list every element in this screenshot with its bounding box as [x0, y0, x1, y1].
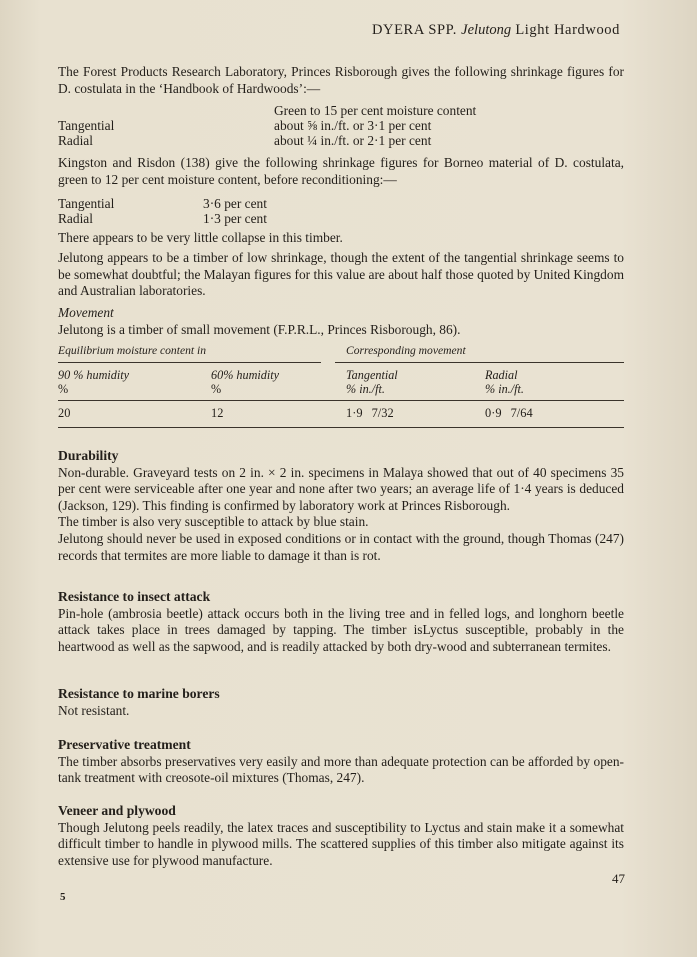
cell-radial: 0·9 7/64 [485, 406, 533, 420]
col-header-radial [485, 368, 524, 396]
table-rule-bottom [58, 427, 624, 428]
durability-section [58, 448, 624, 564]
durability-paragraph-1: Non-durable. Graveyard tests on 2 in. × 2 in. specimens in Malaya showed that out of 40 specimens 35 per cent were serviceable after one year and none after two years; an average life of 1·4 years is deduced (Jackson, 129). This finding is confirmed by laboratory work at Princes Risborough. [58, 464, 624, 513]
insect-section [58, 589, 624, 655]
borneo-radial-value: 1·3 per cent [203, 211, 267, 226]
shrinkage-intro [58, 64, 624, 97]
frpl-tangential-label: Tangential [58, 118, 115, 133]
table-rule-right [335, 362, 624, 363]
veneer-paragraph: Though Jelutong peels readily, the latex traces and susceptibility to Lyctus and stain make it a somewhat difficult timber to handle in plywood mills. The scattered supplies of this timber also mitigate against its extensive use for plywood manufacture. [58, 819, 624, 868]
preservative-heading: Preservative treatment [58, 737, 191, 752]
col-header-60 [211, 368, 279, 396]
insect-heading: Resistance to insect attack [58, 589, 211, 604]
preservative-section [58, 737, 624, 787]
col-header-radial-unit: % in./ft. [485, 382, 524, 396]
intro-paragraph: The Forest Products Research Laboratory, Princes Risborough gives the following shrinkage figures for D. costulata in the ‘Handbook of Hardwoods’:— [58, 64, 624, 96]
frpl-condition: Green to 15 per cent moisture content [274, 103, 477, 118]
kingston-paragraph-block [58, 155, 624, 188]
collapse-paragraph: There appears to be very little collapse in this timber. [58, 230, 343, 245]
durability-heading: Durability [58, 448, 119, 463]
kingston-paragraph: Kingston and Risdon (138) give the following shrinkage figures for Borneo material of D. costulata, green to 12 per cent moisture content, before reconditioning:— [58, 155, 624, 187]
col-header-90-label: 90 % humidity [58, 368, 130, 382]
movement-table-right-title: Corresponding movement [346, 344, 466, 357]
borneo-shrinkage-table [58, 196, 624, 226]
cell-tangential: 1·9 7/32 [346, 406, 394, 420]
marine-heading: Resistance to marine borers [58, 686, 220, 701]
collapse-block [58, 230, 624, 247]
borneo-tangential-label: Tangential [58, 196, 115, 211]
col-header-60-label: 60% humidity [211, 368, 280, 382]
running-header [372, 22, 620, 39]
insect-paragraph: Pin-hole (ambrosia beetle) attack occurs both in the living tree and in felled logs, and longhorn beetle attack takes place in trees damaged by tapping. The timber isLyctus susceptible, probably in the heartwood as well as the sapwood, and is readily attacked by both dry-wood and subterranean termites. [58, 605, 624, 654]
movement-paragraph: Jelutong is a timber of small movement (F.P.R.L., Princes Risborough, 86). [58, 321, 461, 337]
col-header-tangential-label: Tangential [346, 368, 398, 382]
col-header-90-unit: % [58, 382, 69, 396]
durability-paragraph-2: The timber is also very susceptible to attack by blue stain. [58, 514, 369, 530]
table-rule-mid [58, 400, 624, 401]
low-shrinkage-paragraph: Jelutong appears to be a timber of low shrinkage, though the extent of the tangential shrinkage seems to be somewhat doubtful; the Malayan figures for this value are about half those quoted by United Kingdom and Australian laboratories. [58, 250, 624, 299]
frpl-radial-label: Radial [58, 133, 93, 148]
veneer-section [58, 803, 624, 869]
col-header-90 [58, 368, 129, 396]
borneo-tangential-value: 3·6 per cent [203, 196, 267, 211]
cell-60: 12 [211, 406, 224, 420]
col-header-radial-label: Radial [485, 368, 518, 382]
marine-paragraph: Not resistant. [58, 702, 130, 718]
durability-paragraph-3: Jelutong should never be used in exposed conditions or in contact with the ground, though Thomas (247) records that termites are more liable to damage it than is rot. [58, 530, 624, 563]
header-genus: DYERA SPP. [371, 22, 457, 38]
signature-mark: 5 [60, 891, 66, 903]
header-category: Light Hardwood [515, 22, 620, 38]
low-shrinkage-block [58, 250, 624, 300]
table-rule-left [58, 362, 321, 363]
frpl-shrinkage-table [58, 103, 624, 148]
movement-table-left-title: Equilibrium moisture content in [58, 344, 207, 357]
col-header-tangential [346, 368, 398, 396]
movement-heading: Movement [58, 305, 114, 320]
borneo-radial-label: Radial [58, 211, 93, 226]
veneer-heading: Veneer and plywood [58, 803, 176, 818]
frpl-tangential-value: about ⅝ in./ft. or 3·1 per cent [274, 118, 432, 133]
page-number: 47 [612, 871, 625, 886]
cell-90: 20 [58, 406, 71, 420]
marine-section [58, 686, 624, 719]
header-common-name: Jelutong [461, 22, 512, 38]
col-header-60-unit: % [211, 382, 222, 396]
movement-section [58, 305, 624, 338]
col-header-tangential-unit: % in./ft. [346, 382, 385, 396]
preservative-paragraph: The timber absorbs preservatives very easily and more than adequate protection can be afforded by open-tank treatment with creosote-oil mixtures (Thomas, 247). [58, 753, 624, 786]
frpl-radial-value: about ¼ in./ft. or 2·1 per cent [274, 133, 432, 148]
